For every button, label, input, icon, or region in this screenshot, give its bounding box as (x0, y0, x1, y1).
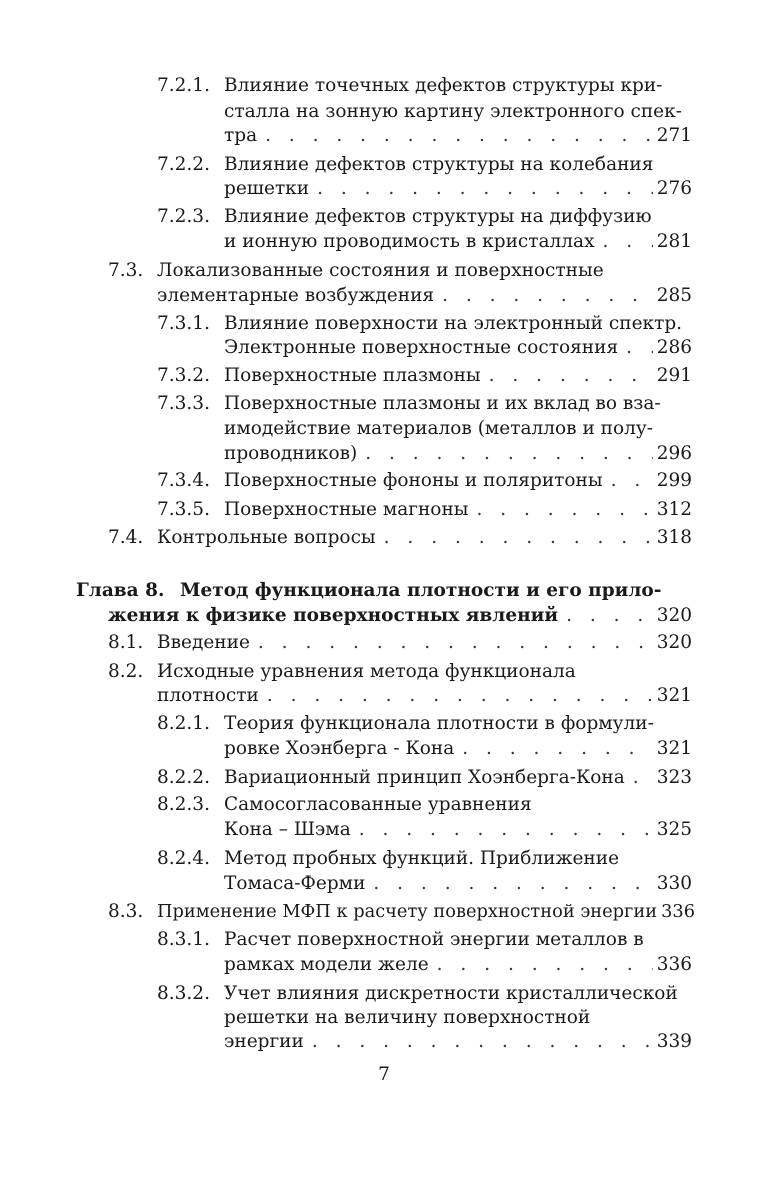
entry-title-tail: Электронные поверхностные состояния (224, 337, 619, 358)
entry-title-tail: и ионную проводимость в кристаллах (224, 231, 595, 252)
dot-leader (365, 441, 652, 467)
dot-leader (258, 630, 653, 656)
entry-title-tail: Поверхностные плазмоны (224, 365, 481, 386)
entry-last-line (224, 441, 692, 467)
entry-last-line (157, 283, 692, 309)
entry-number: 8.1. (108, 632, 144, 653)
page-number: 330 (656, 873, 692, 894)
page-number: 336 (661, 901, 696, 922)
entry-title-line: Влияние поверхности на электронный спектр. (224, 313, 683, 334)
dot-leader (359, 817, 653, 843)
entry-number: 7.3.5. (157, 499, 210, 520)
dot-leader (373, 871, 652, 897)
entry-number: 8.2. (108, 661, 144, 682)
entry-number: 8.3.1. (157, 929, 210, 950)
entry-title-line: сталла на зонную картину электронного спек- (224, 101, 682, 122)
entry-last-line (224, 1029, 692, 1055)
entry-title-tail: плотности (157, 685, 259, 706)
entry-title-line: Поверхностные плазмоны и их вклад во вза- (224, 393, 661, 414)
page-number: 325 (656, 819, 692, 840)
entry-number: 7.2.3. (157, 206, 210, 227)
entry-last-line (157, 525, 692, 551)
page-number: 320 (656, 632, 692, 653)
page-number: 271 (656, 125, 692, 146)
entry-number: 8.2.2. (157, 767, 210, 788)
entry-last-line (224, 229, 692, 255)
dot-leader (384, 525, 653, 551)
entry-title-tail: Применение МФП к расчету поверхностной энергии (157, 901, 658, 922)
page-number: 318 (656, 527, 692, 548)
dot-leader (477, 497, 653, 523)
entry-number: 7.3.3. (157, 393, 210, 414)
entry-number: 7.4. (108, 527, 144, 548)
entry-title-tail: тра (224, 125, 258, 146)
entry-number: 8.2.1. (157, 713, 210, 734)
page-number: 339 (656, 1031, 692, 1052)
page-number: 296 (656, 443, 692, 464)
page-number: 285 (656, 285, 692, 306)
entry-last-line (224, 765, 692, 791)
entry-title-tail: Томаса-Ферми (224, 873, 366, 894)
entry-title-line: Самосогласованные уравнения (224, 794, 532, 815)
chapter-number: Глава 8. (76, 580, 165, 601)
dot-leader (611, 468, 653, 494)
entry-title-line: имодействие материалов (металлов и полу- (224, 418, 654, 439)
entry-title-tail: Поверхностные магноны (224, 499, 469, 520)
entry-title-tail: рамках модели желе (224, 954, 429, 975)
dot-leader (317, 176, 653, 202)
entry-number: 8.3. (108, 901, 144, 922)
dot-leader (312, 1029, 653, 1055)
chapter-title-line: Метод функционала плотности и его прило- (180, 580, 662, 601)
page-number: 291 (656, 365, 692, 386)
entry-title-tail: элементарные возбуждения (157, 285, 435, 306)
entry-title-tail: проводников) (224, 443, 358, 464)
page-number: 281 (656, 231, 692, 252)
entry-title-tail: Вариационный принцип Хоэнберга-Кона (224, 767, 625, 788)
entry-title-line: Теория функционала плотности в формули- (224, 713, 654, 734)
entry-title-tail: Контрольные вопросы (157, 527, 376, 548)
page-number: 320 (656, 605, 692, 626)
page-number: 321 (656, 738, 692, 759)
entry-number: 7.2.2. (157, 154, 210, 175)
entry-title-line: Влияние точечных дефектов структуры кри- (224, 75, 663, 96)
page-folio: 7 (378, 1064, 390, 1085)
dot-leader (442, 283, 653, 309)
entry-title-tail: Кона – Шэма (224, 819, 351, 840)
entry-number: 7.3.4. (157, 470, 210, 491)
entry-title-line: Влияние дефектов структуры на колебания (224, 154, 654, 175)
entry-last-line (224, 952, 692, 978)
dot-leader (265, 123, 653, 149)
dot-leader (462, 736, 652, 762)
entry-number: 7.2.1. (157, 75, 210, 96)
entry-title-tail: энергии (224, 1031, 304, 1052)
entry-last-line (224, 817, 692, 843)
page-number: 312 (656, 499, 692, 520)
dot-leader (489, 363, 653, 389)
entry-title-line: Локализованные состояния и поверхностные (157, 260, 604, 281)
entry-title-line: Влияние дефектов структуры на диффузию (224, 206, 652, 227)
entry-title-tail: Поверхностные фононы и поляритоны (224, 470, 603, 491)
entry-title-line: Расчет поверхностной энергии металлов в (224, 929, 644, 950)
dot-leader (267, 683, 653, 709)
page-number: 323 (656, 767, 692, 788)
dot-leader (626, 335, 653, 361)
entry-title-tail: Введение (157, 632, 250, 653)
entry-last-line (224, 497, 692, 523)
entry-last-line (224, 363, 692, 389)
entry-last-line (224, 468, 692, 494)
entry-title-line: Исходные уравнения метода функционала (157, 661, 576, 682)
chapter-title-tail: жения к физике поверхностных явлений (108, 605, 559, 626)
entry-number: 8.3.2. (157, 983, 210, 1004)
entry-title-line: Учет влияния дискретности кристаллической (224, 983, 678, 1004)
entry-last-line (224, 123, 692, 149)
entry-last-line (157, 683, 692, 709)
dot-leader (437, 952, 653, 978)
page-number: 336 (656, 954, 692, 975)
chapter-last-line (108, 603, 692, 629)
page-number: 276 (656, 178, 692, 199)
entry-number: 8.2.4. (157, 848, 210, 869)
page-number: 321 (656, 685, 692, 706)
entry-last-line (224, 335, 692, 361)
entry-last-line (224, 176, 692, 202)
entry-last-line (224, 736, 692, 762)
entry-title-tail: ровке Хоэнберга - Кона (224, 738, 455, 759)
entry-number: 7.3. (108, 260, 144, 281)
dot-leader (566, 603, 653, 629)
entry-number: 7.3.1. (157, 313, 210, 334)
entry-title-tail: решетки (224, 178, 310, 199)
entry-last-line (157, 630, 692, 656)
entry-last-line (224, 871, 692, 897)
page-number: 299 (656, 470, 692, 491)
entry-number: 8.2.3. (157, 794, 210, 815)
dot-leader (603, 229, 653, 255)
entry-title-line: Метод пробных функций. Приближение (224, 848, 620, 869)
entry-number: 7.3.2. (157, 365, 210, 386)
entry-last-line (157, 899, 696, 925)
dot-leader (633, 765, 653, 791)
page-number: 286 (656, 337, 692, 358)
entry-title-line: решетки на величину поверхностной (224, 1007, 591, 1028)
